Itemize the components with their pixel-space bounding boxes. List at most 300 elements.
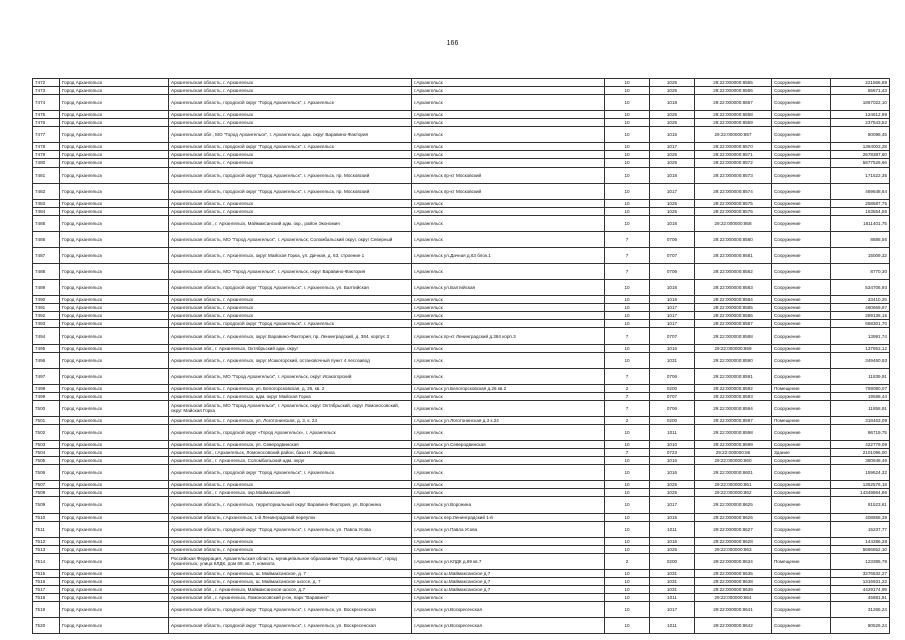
municipality-cell: Город Архангельск xyxy=(60,344,169,352)
address-cell: Архангельская область, г. Архангельск xyxy=(169,111,412,119)
subgroup-code-cell: 1011 xyxy=(650,425,695,441)
table-row xyxy=(33,553,890,569)
municipality-cell: Город Архангельск xyxy=(60,79,169,87)
cadastral-number-cell: 29:22:000000:860 xyxy=(695,457,772,465)
subgroup-code-cell: 1010 xyxy=(650,441,695,449)
cadastral-value-cell: 31265,24 xyxy=(831,602,890,618)
object-type-cell: Сооружение xyxy=(772,344,831,352)
cadastral-value-cell: 13991,74 xyxy=(831,328,890,344)
subgroup-code-cell: 1025 xyxy=(650,481,695,489)
object-type-cell: Сооружение xyxy=(772,569,831,577)
cadastral-number-cell: 29:22:000000:8569 xyxy=(695,119,772,127)
cadastral-number-cell: 29:22:000000:859 xyxy=(695,344,772,352)
municipality-cell: Город Архангельск xyxy=(60,618,169,634)
address-cell: Архангельская область, МО "Город Архангельск", г. Архангельск, округ Исакогорский xyxy=(169,368,412,384)
cadastral-number-cell: 29:22:000000:8593 xyxy=(695,392,772,400)
group-code-cell: 10 xyxy=(605,569,650,577)
cadastral-number-cell: 29:22:000000:857 xyxy=(695,127,772,143)
address-cell: Архангельская область, городской округ "Город Архангельск", г. Архангельск, пр. Московский xyxy=(169,183,412,199)
table-row xyxy=(33,79,890,87)
address-cell: Архангельская обл., г. Архангельск, окр.Маймаксанский xyxy=(169,489,412,497)
address-cell: Архангельская область, МО "Город Архангельск", г. Архангельск, Соломбальский округ, округ Северный xyxy=(169,231,412,247)
object-type-cell: Сооружение xyxy=(772,392,831,400)
object-type-cell: Сооружение xyxy=(772,328,831,344)
cadastral-number-cell: 29:22:000000:8580 xyxy=(695,231,772,247)
subgroup-code-cell: 1031 xyxy=(650,577,695,585)
object-type-cell: Сооружение xyxy=(772,585,831,593)
location-cell: г.Архангельск ш.Маймаксанское д.7 xyxy=(412,569,605,577)
location-cell: г.Архангельск пер.Ленинградский 1-й xyxy=(412,513,605,521)
row-number-cell: 7489 xyxy=(33,280,60,296)
subgroup-code-cell: 1016 xyxy=(650,280,695,296)
table-row xyxy=(33,247,890,263)
address-cell: Архангельская обл., г.Архангельск, Ломоносовский район, база Н. Жаровиха xyxy=(169,449,412,457)
address-cell: Архангельская обл., г. Архангельск, Октябрьский адм. округ xyxy=(169,344,412,352)
object-type-cell: Сооружение xyxy=(772,497,831,513)
subgroup-code-cell: 0723 xyxy=(650,449,695,457)
cadastral-value-cell: 1316931,22 xyxy=(831,577,890,585)
cadastral-value-cell: 85671,43 xyxy=(831,87,890,95)
table-row xyxy=(33,425,890,441)
table-row xyxy=(33,384,890,392)
subgroup-code-cell: 0200 xyxy=(650,384,695,392)
table-row xyxy=(33,569,890,577)
address-cell: Архангельская область, г. Архангельск, ул. Северодвинская xyxy=(169,441,412,449)
address-cell: Архангельская область, г. Архангельск xyxy=(169,199,412,207)
group-code-cell: 10 xyxy=(605,585,650,593)
group-code-cell: 10 xyxy=(605,618,650,634)
cadastral-number-cell: 29:22:000000:8567 xyxy=(695,95,772,111)
address-cell: Архангельская область, г. Архангельск, ш. Маймаксанское шоссе, д. 7 xyxy=(169,577,412,585)
group-code-cell: 10 xyxy=(605,127,650,143)
cadastral-value-cell: 5877526,66 xyxy=(831,159,890,167)
location-cell: г.Архангельск ул.Павла Усова xyxy=(412,521,605,537)
cadastral-number-cell: 29:22:000000:8638 xyxy=(695,577,772,585)
cadastral-number-cell: 29:22:000000:8586 xyxy=(695,312,772,320)
cadastral-number-cell: 29:22:000000:8597 xyxy=(695,416,772,424)
group-code-cell: 10 xyxy=(605,95,650,111)
object-type-cell: Сооружение xyxy=(772,425,831,441)
address-cell: Архангельская область, г. Архангельск, территориальный округ Варавино-Фактория, ул. Воронина xyxy=(169,497,412,513)
cadastral-number-cell: 29:22:000000:858 xyxy=(695,215,772,231)
location-cell: г.Архангельск ул.Воскресенская xyxy=(412,602,605,618)
table-row xyxy=(33,199,890,207)
table-row xyxy=(33,231,890,247)
table-row xyxy=(33,441,890,449)
table-row xyxy=(33,264,890,280)
cadastral-value-cell: 2101096,00 xyxy=(831,449,890,457)
location-cell: г.Архангельск xyxy=(412,264,605,280)
cadastral-number-cell: 29:22:000000:8571 xyxy=(695,151,772,159)
cadastral-value-cell: 33410,25 xyxy=(831,296,890,304)
cadastral-value-cell: 3276532,27 xyxy=(831,569,890,577)
municipality-cell: Город Архангельск xyxy=(60,577,169,585)
location-cell: г.Архангельск ул.Воронина xyxy=(412,497,605,513)
municipality-cell: Город Архангельск xyxy=(60,594,169,602)
group-code-cell: 10 xyxy=(605,594,650,602)
location-cell: г.Архангельск xyxy=(412,489,605,497)
group-code-cell: 10 xyxy=(605,441,650,449)
location-cell: г.Архангельск xyxy=(412,215,605,231)
address-cell: Архангельская область, г. Архангельск xyxy=(169,151,412,159)
location-cell: г.Архангельск ул.Дачная д.63 блок.1 xyxy=(412,247,605,263)
cadastral-value-cell: 8888,56 xyxy=(831,231,890,247)
object-type-cell: Помещение xyxy=(772,384,831,392)
cadastral-number-cell: 29:22:000000:8581 xyxy=(695,247,772,263)
table-row xyxy=(33,344,890,352)
row-number-cell: 7510 xyxy=(33,513,60,521)
cadastral-number-cell: 29:22:000000:8575 xyxy=(695,199,772,207)
location-cell: г.Архангельск xyxy=(412,95,605,111)
group-code-cell: 10 xyxy=(605,481,650,489)
cadastral-value-cell: 1384003,28 xyxy=(831,143,890,151)
object-type-cell: Сооружение xyxy=(772,602,831,618)
row-number-cell: 7499 xyxy=(33,392,60,400)
municipality-cell: Город Архангельск xyxy=(60,231,169,247)
row-number-cell: 7496 xyxy=(33,352,60,368)
cadastral-value-cell: 469648,64 xyxy=(831,183,890,199)
group-code-cell: 10 xyxy=(605,207,650,215)
subgroup-code-cell: 0706 xyxy=(650,368,695,384)
object-type-cell: Сооружение xyxy=(772,111,831,119)
group-code-cell: 10 xyxy=(605,344,650,352)
location-cell: г.Архангельск xyxy=(412,127,605,143)
address-cell: Архангельская область, г. Архангельск, ул. Логотонинская, д. 3, к. 24 xyxy=(169,416,412,424)
municipality-cell: Город Архангельск xyxy=(60,497,169,513)
cadastral-number-cell: 29:22:000000:8572 xyxy=(695,159,772,167)
municipality-cell: Город Архангельск xyxy=(60,159,169,167)
subgroup-code-cell: 1025 xyxy=(650,119,695,127)
row-number-cell: 7484 xyxy=(33,207,60,215)
address-cell: Архангельская обл., г. Архангельск, Ломоносовский р-он, парк "Варавино" xyxy=(169,594,412,602)
address-cell: Архангельская область, г. Архангельск xyxy=(169,79,412,87)
location-cell: г.Архангельск xyxy=(412,352,605,368)
cadastral-value-cell: 1811401,75 xyxy=(831,215,890,231)
row-number-cell: 7516 xyxy=(33,577,60,585)
municipality-cell: Город Архангельск xyxy=(60,425,169,441)
object-type-cell: Сооружение xyxy=(772,87,831,95)
cadastral-value-cell: 289136,15 xyxy=(831,312,890,320)
cadastral-number-cell: 29:22:000000:8592 xyxy=(695,384,772,392)
row-number-cell: 7487 xyxy=(33,247,60,263)
table-row xyxy=(33,594,890,602)
location-cell: г.Архангельск xyxy=(412,199,605,207)
cadastral-value-cell: 45881,91 xyxy=(831,594,890,602)
object-type-cell: Сооружение xyxy=(772,127,831,143)
municipality-cell: Город Архангельск xyxy=(60,553,169,569)
municipality-cell: Город Архангельск xyxy=(60,199,169,207)
location-cell: г.Архангельск xyxy=(412,79,605,87)
municipality-cell: Город Архангельск xyxy=(60,151,169,159)
municipality-cell: Город Архангельск xyxy=(60,441,169,449)
municipality-cell: Город Архангельск xyxy=(60,352,169,368)
location-cell: г.Архангельск ш.Маймаксанское д.7 xyxy=(412,585,605,593)
row-number-cell: 7502 xyxy=(33,425,60,441)
cadastral-value-cell: 258687,75 xyxy=(831,199,890,207)
municipality-cell: Город Архангельск xyxy=(60,400,169,416)
address-cell: Архангельская область, г. Архангельск, ш. Маймаксанское, д. 7 xyxy=(169,569,412,577)
subgroup-code-cell: 1018 xyxy=(650,95,695,111)
municipality-cell: Город Архангельск xyxy=(60,457,169,465)
object-type-cell: Сооружение xyxy=(772,368,831,384)
cadastral-value-cell: 81523,61 xyxy=(831,497,890,513)
municipality-cell: Город Архангельск xyxy=(60,119,169,127)
subgroup-code-cell: 1031 xyxy=(650,585,695,593)
object-type-cell: Помещение xyxy=(772,553,831,569)
group-code-cell: 10 xyxy=(605,497,650,513)
object-type-cell: Сооружение xyxy=(772,481,831,489)
subgroup-code-cell: 1025 xyxy=(650,159,695,167)
subgroup-code-cell: 1015 xyxy=(650,513,695,521)
table-row xyxy=(33,602,890,618)
row-number-cell: 7474 xyxy=(33,95,60,111)
table-row xyxy=(33,127,890,143)
cadastral-number-cell: 29:22:000000:8587 xyxy=(695,320,772,328)
municipality-cell: Город Архангельск xyxy=(60,143,169,151)
municipality-cell: Город Архангельск xyxy=(60,247,169,263)
group-code-cell: 10 xyxy=(605,577,650,585)
cadastral-number-cell: 29:22:000000:8585 xyxy=(695,304,772,312)
row-number-cell: 7517 xyxy=(33,585,60,593)
location-cell: г.Архангельск xyxy=(412,159,605,167)
group-code-cell: 10 xyxy=(605,425,650,441)
row-number-cell: 7494 xyxy=(33,328,60,344)
cadastral-number-cell: 29:22:000000:861 xyxy=(695,481,772,489)
object-type-cell: Сооружение xyxy=(772,457,831,465)
table-row xyxy=(33,304,890,312)
municipality-cell: Город Архангельск xyxy=(60,207,169,215)
object-type-cell: Сооружение xyxy=(772,312,831,320)
cadastral-value-cell: 408858,39 xyxy=(831,513,890,521)
subgroup-code-cell: 1017 xyxy=(650,602,695,618)
cadastral-number-cell: 29:22:000000:8576 xyxy=(695,207,772,215)
municipality-cell: Город Архангельск xyxy=(60,537,169,545)
cadastral-number-cell: 29:22:000000:8627 xyxy=(695,521,772,537)
cadastral-number-cell: 29:22:000000:8601 xyxy=(695,465,772,481)
subgroup-code-cell: 1011 xyxy=(650,521,695,537)
address-cell: Архангельская область, городской округ "Город Архангельск", г. Архангельск xyxy=(169,143,412,151)
location-cell: г.Архангельск ул.Белогорсковская д.26 кв.2 xyxy=(412,384,605,392)
subgroup-code-cell: 1025 xyxy=(650,207,695,215)
municipality-cell: Город Архангельск xyxy=(60,111,169,119)
group-code-cell: 10 xyxy=(605,143,650,151)
table-row xyxy=(33,416,890,424)
address-cell: Архангельская область, МО "Город Архангельск", г. Архангельск, округ Варавино-Фактория xyxy=(169,264,412,280)
group-code-cell: 10 xyxy=(605,167,650,183)
subgroup-code-cell: 1016 xyxy=(650,344,695,352)
subgroup-code-cell: 1025 xyxy=(650,489,695,497)
cadastral-number-cell: 29:22:000000:863 xyxy=(695,545,772,553)
row-number-cell: 7491 xyxy=(33,304,60,312)
subgroup-code-cell: 0707 xyxy=(650,328,695,344)
location-cell: г.Архангельск пр-кт Московский xyxy=(412,183,605,199)
object-type-cell: Сооружение xyxy=(772,167,831,183)
subgroup-code-cell: 0707 xyxy=(650,392,695,400)
table-row xyxy=(33,368,890,384)
object-type-cell: Сооружение xyxy=(772,247,831,263)
cadastral-number-cell: 29:22:000000:8634 xyxy=(695,553,772,569)
cadastral-value-cell: 1352576,18 xyxy=(831,481,890,489)
municipality-cell: Город Архангельск xyxy=(60,264,169,280)
group-code-cell: 7 xyxy=(605,247,650,263)
group-code-cell: 7 xyxy=(605,449,650,457)
group-code-cell: 10 xyxy=(605,521,650,537)
address-cell: Архангельская область, г. Архангельск xyxy=(169,207,412,215)
cadastral-value-cell: 534706,93 xyxy=(831,280,890,296)
row-number-cell: 7498 xyxy=(33,384,60,392)
cadastral-value-cell: 460669,87 xyxy=(831,304,890,312)
address-cell: Архангельская область, МО "Город Архангельск", г. Архангельск, округ Октябрьский, округ Ломоносовский, округ Майская Горка xyxy=(169,400,412,416)
location-cell: г.Архангельск xyxy=(412,594,605,602)
cadastral-number-cell: 29:22:000000:8588 xyxy=(695,328,772,344)
cadastral-value-cell: 19588,44 xyxy=(831,392,890,400)
subgroup-code-cell: 1011 xyxy=(650,594,695,602)
cadastral-value-cell: 80098,45 xyxy=(831,127,890,143)
cadastral-number-cell: 29:22:000000:8574 xyxy=(695,183,772,199)
table-row xyxy=(33,296,890,304)
group-code-cell: 10 xyxy=(605,280,650,296)
address-cell: Архангельская область, городской округ "Город Архангельск", г. Архангельск, пр. Московский xyxy=(169,167,412,183)
municipality-cell: Город Архангельск xyxy=(60,215,169,231)
location-cell: г.Архангельск xyxy=(412,392,605,400)
row-number-cell: 7505 xyxy=(33,457,60,465)
object-type-cell: Сооружение xyxy=(772,143,831,151)
group-code-cell: 10 xyxy=(605,199,650,207)
table-row xyxy=(33,119,890,127)
table-row xyxy=(33,537,890,545)
group-code-cell: 7 xyxy=(605,231,650,247)
table-row xyxy=(33,392,890,400)
group-code-cell: 10 xyxy=(605,304,650,312)
row-number-cell: 7515 xyxy=(33,569,60,577)
subgroup-code-cell: 1016 xyxy=(650,465,695,481)
address-cell: Архангельская область, г. Архангельск, ул. Белогорсковская, д. 26, кв. 2 xyxy=(169,384,412,392)
subgroup-code-cell: 1016 xyxy=(650,457,695,465)
cadastral-value-cell: 8770,30 xyxy=(831,264,890,280)
row-number-cell: 7519 xyxy=(33,602,60,618)
cadastral-number-cell: 29:22:000000:8590 xyxy=(695,352,772,368)
group-code-cell: 7 xyxy=(605,368,650,384)
cadastral-number-cell: 29:22:000000:8599 xyxy=(695,441,772,449)
object-type-cell: Сооружение xyxy=(772,159,831,167)
group-code-cell: 10 xyxy=(605,312,650,320)
cadastral-number-cell: 29:22:000000:8583 xyxy=(695,280,772,296)
address-cell: Архангельская область, городской округ "Город Архангельск", г. Архангельск, ул. Павла Усова xyxy=(169,521,412,537)
object-type-cell: Сооружение xyxy=(772,183,831,199)
municipality-cell: Город Архангельск xyxy=(60,127,169,143)
row-number-cell: 7481 xyxy=(33,167,60,183)
table-row xyxy=(33,481,890,489)
municipality-cell: Город Архангельск xyxy=(60,312,169,320)
cadastral-value-cell: 11858,91 xyxy=(831,400,890,416)
group-code-cell: 2 xyxy=(605,553,650,569)
address-cell: Архангельская обл., г. Архангельск, Маймаксанский адм. окр., район Экономия xyxy=(169,215,412,231)
address-cell: Архангельская обл., г. Архангельск, Соломбальский адм. округ xyxy=(169,457,412,465)
municipality-cell: Город Архангельск xyxy=(60,416,169,424)
table-row xyxy=(33,215,890,231)
object-type-cell: Сооружение xyxy=(772,79,831,87)
row-number-cell: 7518 xyxy=(33,594,60,602)
address-cell: Архангельская обл., МО "Город Архангельск", г. Архангельск, адм. округ Варавино-Фактория xyxy=(169,127,412,143)
location-cell: г.Архангельск xyxy=(412,537,605,545)
cadastral-value-cell: 237543,52 xyxy=(831,119,890,127)
subgroup-code-cell: 0706 xyxy=(650,264,695,280)
municipality-cell: Город Архангельск xyxy=(60,489,169,497)
subgroup-code-cell: 0200 xyxy=(650,416,695,424)
location-cell: г.Архангельск xyxy=(412,143,605,151)
municipality-cell: Город Архангельск xyxy=(60,280,169,296)
object-type-cell: Сооружение xyxy=(772,280,831,296)
cadastral-value-cell: 668301,70 xyxy=(831,320,890,328)
group-code-cell: 10 xyxy=(605,537,650,545)
table-row xyxy=(33,159,890,167)
object-type-cell: Сооружение xyxy=(772,400,831,416)
location-cell: г.Архангельск xyxy=(412,296,605,304)
address-cell: Архангельская область, г.Архангельск, 1-й Ленинградский переулок xyxy=(169,513,412,521)
subgroup-code-cell: 1018 xyxy=(650,167,695,183)
table-row xyxy=(33,513,890,521)
address-cell: Архангельская область, г. Архангельск xyxy=(169,545,412,553)
object-type-cell: Сооружение xyxy=(772,151,831,159)
subgroup-code-cell: 1017 xyxy=(650,143,695,151)
cadastral-number-cell: 29:22:000000:8573 xyxy=(695,167,772,183)
row-number-cell: 7473 xyxy=(33,87,60,95)
cadastral-number-cell: 29:22:000000:8565 xyxy=(695,79,772,87)
row-number-cell: 7507 xyxy=(33,481,60,489)
row-number-cell: 7509 xyxy=(33,497,60,513)
cadastral-value-cell: 15237,77 xyxy=(831,521,890,537)
address-cell: Архангельская область, городской округ "Город Архангельск", г. Архангельск xyxy=(169,95,412,111)
municipality-cell: Город Архангельск xyxy=(60,328,169,344)
cadastral-number-cell: 29:22:000000:8635 xyxy=(695,569,772,577)
cadastral-number-cell: 29:22:000000:864 xyxy=(695,594,772,602)
subgroup-code-cell: 1017 xyxy=(650,183,695,199)
location-cell: г.Архангельск xyxy=(412,545,605,553)
location-cell: г.Архангельск xyxy=(412,312,605,320)
address-cell: Архангельская область, городской округ "Город Архангельск", г. Архангельск, ул. Воскресенская xyxy=(169,618,412,634)
group-code-cell: 10 xyxy=(605,159,650,167)
municipality-cell: Город Архангельск xyxy=(60,602,169,618)
cadastral-value-cell: 124612,99 xyxy=(831,111,890,119)
row-number-cell: 7488 xyxy=(33,264,60,280)
table-row xyxy=(33,585,890,593)
object-type-cell: Сооружение xyxy=(772,441,831,449)
group-code-cell: 10 xyxy=(605,602,650,618)
cadastral-number-cell: 29:22:000000:8641 xyxy=(695,602,772,618)
subgroup-code-cell: 1025 xyxy=(650,79,695,87)
object-type-cell: Сооружение xyxy=(772,215,831,231)
address-cell: Архангельская область, городской округ "Город Архангельск", г. Архангельск, ул. Воскресенская xyxy=(169,602,412,618)
cadastral-value-cell: 14349864,86 xyxy=(831,489,890,497)
location-cell: г.Архангельск xyxy=(412,231,605,247)
address-cell: Архангельская область, городской округ "Город Архангельск", г. Архангельск xyxy=(169,320,412,328)
table-row xyxy=(33,457,890,465)
cadastral-value-cell: 221566,89 xyxy=(831,79,890,87)
address-cell: Архангельская обл., г. Архангельск, Маймаксанское шоссе, д.7 xyxy=(169,585,412,593)
table-row xyxy=(33,328,890,344)
row-number-cell: 7492 xyxy=(33,312,60,320)
group-code-cell: 10 xyxy=(605,465,650,481)
subgroup-code-cell: 0706 xyxy=(650,400,695,416)
group-code-cell: 10 xyxy=(605,111,650,119)
object-type-cell: Сооружение xyxy=(772,618,831,634)
cadastral-number-cell: 29:22:000000:8591 xyxy=(695,368,772,384)
table-row xyxy=(33,183,890,199)
row-number-cell: 7490 xyxy=(33,296,60,304)
row-number-cell: 7495 xyxy=(33,344,60,352)
object-type-cell: Сооружение xyxy=(772,231,831,247)
group-code-cell: 2 xyxy=(605,384,650,392)
